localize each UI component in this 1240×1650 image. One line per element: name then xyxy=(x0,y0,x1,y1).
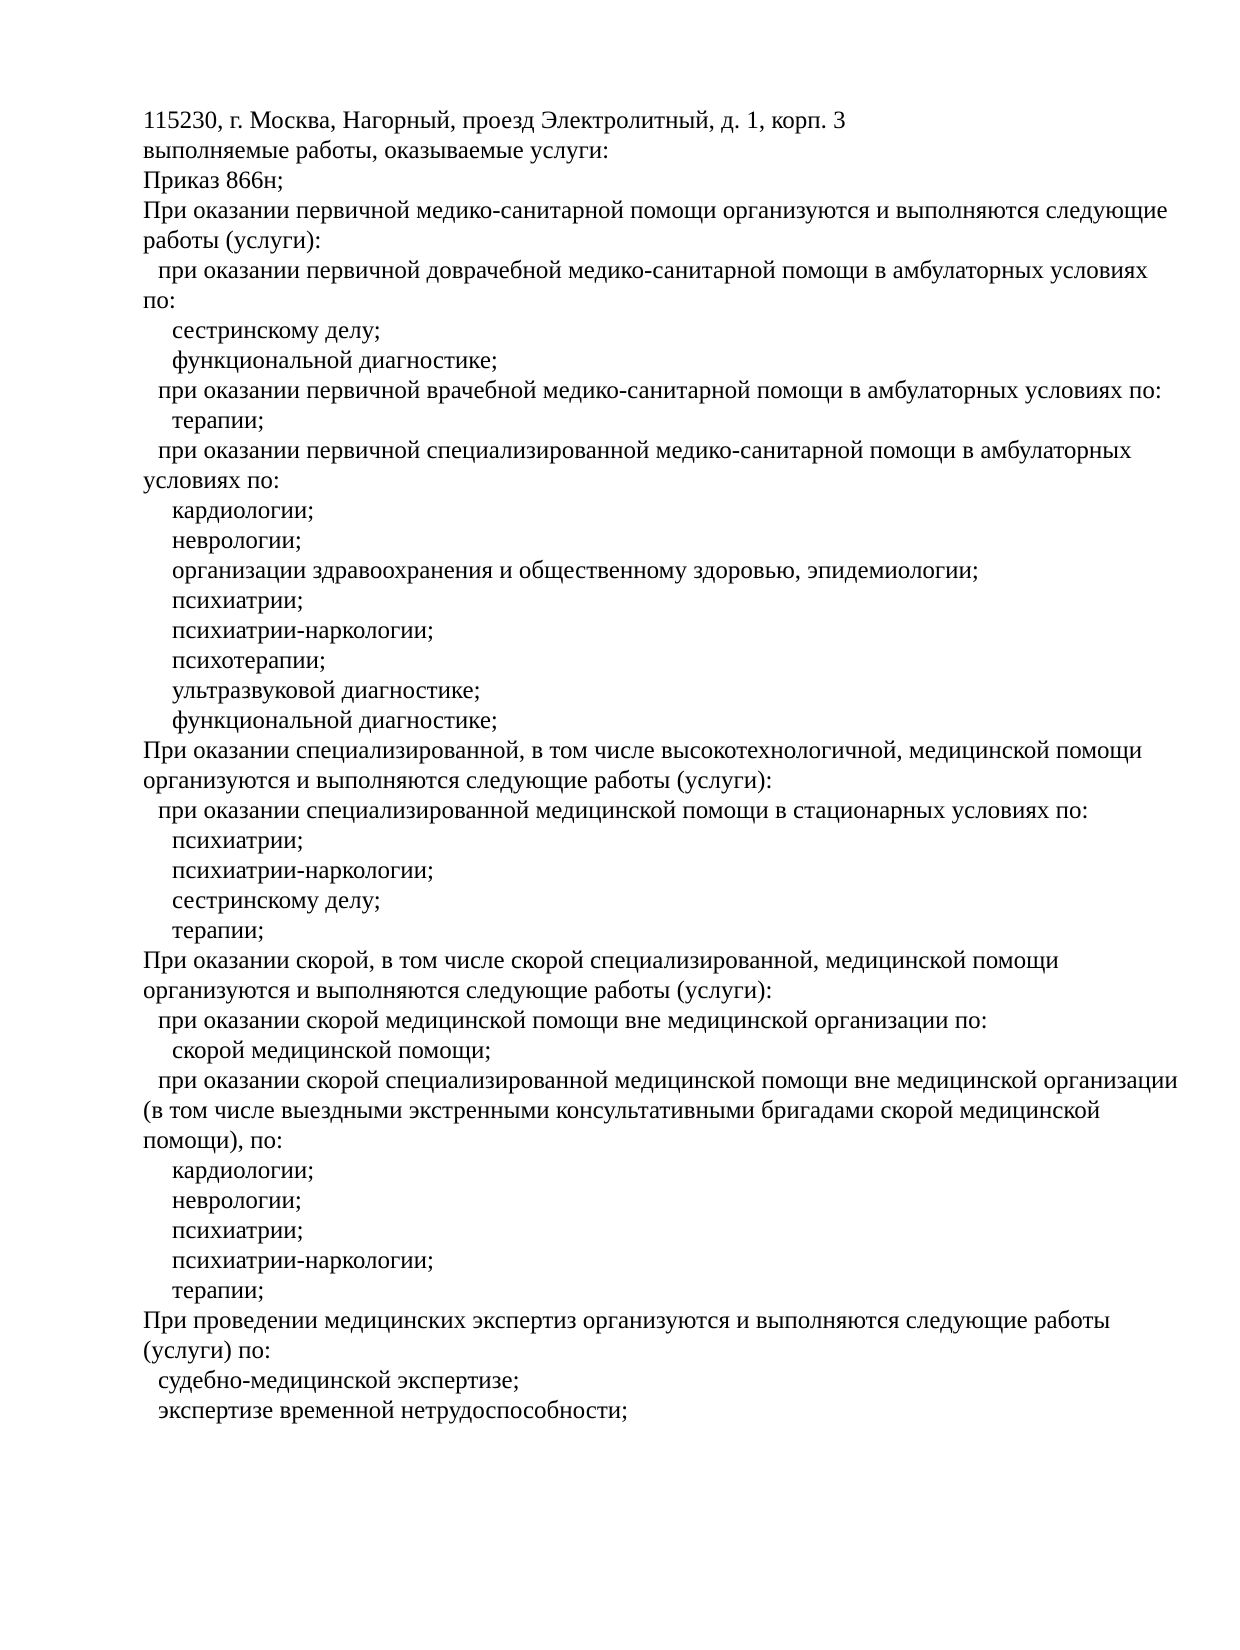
document-line: при оказании специализированной медицинской помощи в стационарных условиях по: xyxy=(158,797,1089,824)
document-line: При оказании скорой, в том числе скорой специализированной, медицинской помощи xyxy=(143,947,1059,974)
document-line: при оказании первичной специализированной медико-санитарной помощи в амбулаторных xyxy=(158,437,1132,464)
document-line: экспертизе временной нетрудоспособности; xyxy=(158,1397,629,1424)
document-line: выполняемые работы, оказываемые услуги: xyxy=(143,137,610,164)
document-line: ультразвуковой диагностике; xyxy=(172,677,481,704)
document-line: При оказании специализированной, в том числе высокотехнологичной, медицинской помощи xyxy=(143,737,1143,764)
document-line: условиях по: xyxy=(143,467,280,494)
document-line: скорой медицинской помощи; xyxy=(172,1037,492,1064)
document-line: 115230, г. Москва, Нагорный, проезд Электролитный, д. 1, корп. 3 xyxy=(143,107,846,134)
document-line: терапии; xyxy=(172,407,265,434)
document-line: психотерапии; xyxy=(172,647,326,674)
document-line: (услуги) по: xyxy=(143,1337,271,1364)
document-line: Приказ 866н; xyxy=(143,167,284,194)
document-line: функциональной диагностике; xyxy=(172,707,498,734)
document-line: при оказании первичной доврачебной медико-санитарной помощи в амбулаторных условиях xyxy=(158,257,1148,284)
document-line: психиатрии; xyxy=(172,587,304,614)
document-line: При проведении медицинских экспертиз организуются и выполняются следующие работы xyxy=(143,1307,1111,1334)
document-line: (в том числе выездными экстренными консультативными бригадами скорой медицинской xyxy=(143,1097,1101,1124)
document-line: психиатрии; xyxy=(172,1217,304,1244)
document-line: организуются и выполняются следующие работы (услуги): xyxy=(143,977,773,1004)
document-line: судебно-медицинской экспертизе; xyxy=(158,1367,520,1394)
document-line: неврологии; xyxy=(172,527,302,554)
document-line: психиатрии; xyxy=(172,827,304,854)
document-line: психиатрии-наркологии; xyxy=(172,617,434,644)
document-line: терапии; xyxy=(172,917,265,944)
document-line: При оказании первичной медико-санитарной помощи организуются и выполняются следующие xyxy=(143,197,1168,224)
document-line: по: xyxy=(143,287,176,314)
document-line: работы (услуги): xyxy=(143,227,322,254)
document-line: неврологии; xyxy=(172,1187,302,1214)
license-works-services-text xyxy=(143,106,1183,1426)
document-line: при оказании первичной врачебной медико-санитарной помощи в амбулаторных условиях по: xyxy=(158,377,1162,404)
document-line: сестринскому делу; xyxy=(172,887,381,914)
document-line: при оказании скорой специализированной медицинской помощи вне медицинской организации xyxy=(158,1067,1178,1094)
document-line: организуются и выполняются следующие работы (услуги): xyxy=(143,767,773,794)
document-line: терапии; xyxy=(172,1277,265,1304)
document-line: психиатрии-наркологии; xyxy=(172,1247,434,1274)
document-line: кардиологии; xyxy=(172,497,315,524)
document-line: сестринскому делу; xyxy=(172,317,381,344)
document-line: психиатрии-наркологии; xyxy=(172,857,434,884)
document-line: при оказании скорой медицинской помощи вне медицинской организации по: xyxy=(158,1007,988,1034)
document-line: функциональной диагностике; xyxy=(172,347,498,374)
document-line: организации здравоохранения и общественному здоровью, эпидемиологии; xyxy=(172,557,979,584)
document-line: помощи), по: xyxy=(143,1127,284,1154)
document-line: кардиологии; xyxy=(172,1157,315,1184)
